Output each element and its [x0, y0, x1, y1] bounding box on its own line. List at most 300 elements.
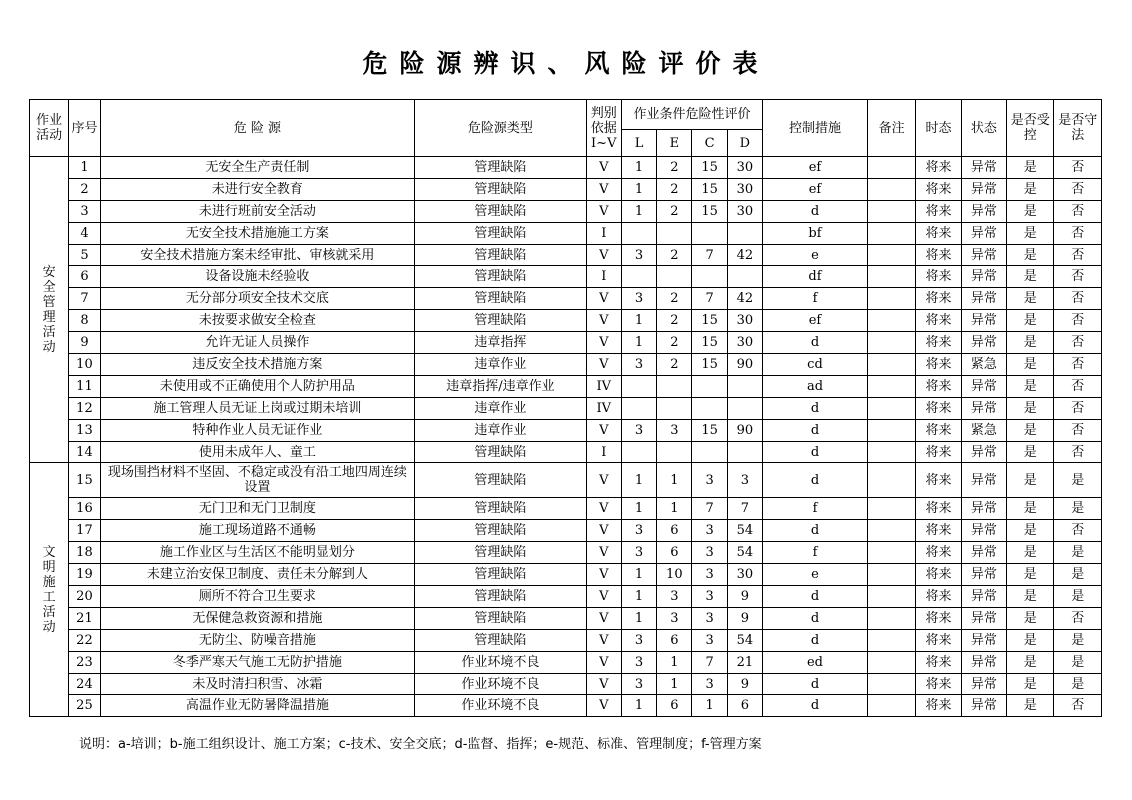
- value-C: 15: [692, 354, 727, 376]
- hazard-name: 未按要求做安全检查: [100, 310, 415, 332]
- value-L: 1: [621, 607, 656, 629]
- tense: 将来: [916, 586, 961, 608]
- hazard-name: 无门卫和无门卫制度: [100, 498, 415, 520]
- table-row: [30, 586, 1102, 608]
- value-L: 1: [621, 332, 656, 354]
- control-measures: f: [763, 542, 868, 564]
- row-no: 9: [69, 332, 100, 354]
- remark: [867, 397, 915, 419]
- state: 异常: [961, 288, 1006, 310]
- hazard-type: 作业环境不良: [415, 673, 586, 695]
- hazard-name: 冬季严寒天气施工无防护措施: [100, 651, 415, 673]
- hazard-type: 违章指挥: [415, 332, 586, 354]
- state: 异常: [961, 586, 1006, 608]
- value-E: 2: [657, 332, 692, 354]
- table-row: [30, 266, 1102, 288]
- is-law-abiding: 是: [1054, 651, 1102, 673]
- value-D: 54: [727, 629, 762, 651]
- judgment-basis: V: [586, 332, 621, 354]
- row-no: 7: [69, 288, 100, 310]
- remark: [867, 375, 915, 397]
- value-E: 2: [657, 354, 692, 376]
- judgment-basis: V: [586, 629, 621, 651]
- table-row: [30, 310, 1102, 332]
- is-controlled: 是: [1007, 520, 1054, 542]
- value-D: 30: [727, 157, 762, 179]
- hazard-name: 无防尘、防噪音措施: [100, 629, 415, 651]
- is-law-abiding: 否: [1054, 419, 1102, 441]
- hazard-name: 使用未成年人、童工: [100, 441, 415, 463]
- table-row: [30, 695, 1102, 717]
- value-L: 3: [621, 629, 656, 651]
- table-row: [30, 520, 1102, 542]
- value-E: 3: [657, 586, 692, 608]
- remark: [867, 542, 915, 564]
- value-C: 7: [692, 651, 727, 673]
- value-E: 2: [657, 244, 692, 266]
- row-no: 18: [69, 542, 100, 564]
- hazard-type: 作业环境不良: [415, 695, 586, 717]
- remark: [867, 354, 915, 376]
- value-C: 3: [692, 607, 727, 629]
- state: 异常: [961, 397, 1006, 419]
- table-row: [30, 397, 1102, 419]
- value-D: [727, 222, 762, 244]
- hazard-name: 无保健急救资源和措施: [100, 607, 415, 629]
- state: 异常: [961, 244, 1006, 266]
- is-controlled: 是: [1007, 564, 1054, 586]
- is-controlled: 是: [1007, 288, 1054, 310]
- remark: [867, 244, 915, 266]
- remark: [867, 310, 915, 332]
- hazard-type: 违章作业: [415, 419, 586, 441]
- is-law-abiding: 是: [1054, 564, 1102, 586]
- value-E: 1: [657, 673, 692, 695]
- remark: [867, 419, 915, 441]
- judgment-basis: IV: [586, 375, 621, 397]
- remark: [867, 629, 915, 651]
- control-measures: ed: [763, 651, 868, 673]
- value-L: 1: [621, 498, 656, 520]
- control-measures: f: [763, 498, 868, 520]
- tense: 将来: [916, 607, 961, 629]
- tense: 将来: [916, 222, 961, 244]
- value-D: 6: [727, 695, 762, 717]
- table-row: [30, 178, 1102, 200]
- judgment-basis: V: [586, 244, 621, 266]
- value-E: 6: [657, 629, 692, 651]
- remark: [867, 441, 915, 463]
- control-measures: bf: [763, 222, 868, 244]
- judgment-basis: I: [586, 441, 621, 463]
- hazard-risk-table: [29, 99, 1102, 717]
- value-E: [657, 397, 692, 419]
- table-row: [30, 607, 1102, 629]
- table-row: [30, 157, 1102, 179]
- is-controlled: 是: [1007, 244, 1054, 266]
- is-controlled: 是: [1007, 419, 1054, 441]
- is-law-abiding: 否: [1054, 157, 1102, 179]
- control-measures: ad: [763, 375, 868, 397]
- judgment-basis: V: [586, 200, 621, 222]
- page-title: 危险源辨识、风险评价表: [362, 49, 770, 78]
- tense: 将来: [916, 178, 961, 200]
- tense: 将来: [916, 673, 961, 695]
- hazard-name: 施工现场道路不通畅: [100, 520, 415, 542]
- judgment-basis: V: [586, 520, 621, 542]
- value-D: 9: [727, 607, 762, 629]
- value-C: 7: [692, 498, 727, 520]
- value-L: [621, 441, 656, 463]
- table-row: [30, 332, 1102, 354]
- hazard-name: 施工作业区与生活区不能明显划分: [100, 542, 415, 564]
- remark: [867, 520, 915, 542]
- control-measures: d: [763, 463, 868, 498]
- is-law-abiding: 否: [1054, 200, 1102, 222]
- value-L: 1: [621, 586, 656, 608]
- is-controlled: 是: [1007, 695, 1054, 717]
- is-controlled: 是: [1007, 266, 1054, 288]
- activity-group-label: [30, 463, 69, 717]
- is-law-abiding: 是: [1054, 542, 1102, 564]
- value-C: 7: [692, 288, 727, 310]
- value-D: [727, 375, 762, 397]
- value-D: 54: [727, 542, 762, 564]
- hazard-type: 管理缺陷: [415, 222, 586, 244]
- value-E: [657, 266, 692, 288]
- is-law-abiding: 否: [1054, 244, 1102, 266]
- state: 异常: [961, 520, 1006, 542]
- is-controlled: 是: [1007, 651, 1054, 673]
- table-row: [30, 651, 1102, 673]
- row-no: 23: [69, 651, 100, 673]
- value-E: 3: [657, 607, 692, 629]
- row-no: 10: [69, 354, 100, 376]
- hazard-name: 未进行班前安全活动: [100, 200, 415, 222]
- row-no: 25: [69, 695, 100, 717]
- judgment-basis: V: [586, 288, 621, 310]
- tense: 将来: [916, 375, 961, 397]
- value-C: [692, 375, 727, 397]
- remark: [867, 200, 915, 222]
- remark: [867, 222, 915, 244]
- value-C: 3: [692, 520, 727, 542]
- control-measures: ef: [763, 157, 868, 179]
- state: 异常: [961, 463, 1006, 498]
- is-controlled: 是: [1007, 157, 1054, 179]
- judgment-basis: V: [586, 157, 621, 179]
- value-E: 6: [657, 542, 692, 564]
- state: 紧急: [961, 354, 1006, 376]
- value-E: 1: [657, 463, 692, 498]
- value-C: 1: [692, 695, 727, 717]
- table-row: [30, 200, 1102, 222]
- is-law-abiding: 是: [1054, 629, 1102, 651]
- control-measures: d: [763, 419, 868, 441]
- control-measures: df: [763, 266, 868, 288]
- table-row: [30, 542, 1102, 564]
- judgment-basis: I: [586, 266, 621, 288]
- judgment-basis: V: [586, 564, 621, 586]
- remark: [867, 564, 915, 586]
- is-law-abiding: 是: [1054, 498, 1102, 520]
- is-law-abiding: 是: [1054, 463, 1102, 498]
- hazard-type: 管理缺陷: [415, 310, 586, 332]
- remark: [867, 607, 915, 629]
- value-D: 42: [727, 288, 762, 310]
- header-L: L: [621, 130, 656, 157]
- state: 异常: [961, 542, 1006, 564]
- judgment-basis: I: [586, 222, 621, 244]
- value-E: [657, 375, 692, 397]
- hazard-type: 管理缺陷: [415, 288, 586, 310]
- judgment-basis: V: [586, 498, 621, 520]
- value-E: [657, 222, 692, 244]
- is-law-abiding: 否: [1054, 222, 1102, 244]
- state: 异常: [961, 222, 1006, 244]
- state: 异常: [961, 178, 1006, 200]
- value-D: 54: [727, 520, 762, 542]
- remark: [867, 651, 915, 673]
- value-E: [657, 441, 692, 463]
- remark: [867, 498, 915, 520]
- header-D: D: [727, 130, 762, 157]
- value-L: 3: [621, 419, 656, 441]
- hazard-name: 高温作业无防暑降温措施: [100, 695, 415, 717]
- value-D: 90: [727, 354, 762, 376]
- is-law-abiding: 是: [1054, 586, 1102, 608]
- state: 异常: [961, 564, 1006, 586]
- hazard-name: 设备设施未经验收: [100, 266, 415, 288]
- hazard-name: 施工管理人员无证上岗或过期未培训: [100, 397, 415, 419]
- value-D: 9: [727, 586, 762, 608]
- row-no: 20: [69, 586, 100, 608]
- remark: [867, 673, 915, 695]
- value-D: 21: [727, 651, 762, 673]
- value-C: 3: [692, 463, 727, 498]
- state: 异常: [961, 673, 1006, 695]
- is-controlled: 是: [1007, 607, 1054, 629]
- tense: 将来: [916, 419, 961, 441]
- header-activity: 作业活动: [30, 100, 69, 157]
- table-row: [30, 354, 1102, 376]
- hazard-type: 管理缺陷: [415, 266, 586, 288]
- tense: 将来: [916, 441, 961, 463]
- value-L: 3: [621, 673, 656, 695]
- value-L: 3: [621, 520, 656, 542]
- value-D: [727, 441, 762, 463]
- tense: 将来: [916, 310, 961, 332]
- hazard-type: 管理缺陷: [415, 629, 586, 651]
- hazard-type: 管理缺陷: [415, 498, 586, 520]
- control-measures: e: [763, 564, 868, 586]
- is-law-abiding: 否: [1054, 178, 1102, 200]
- value-C: 7: [692, 244, 727, 266]
- hazard-type: 管理缺陷: [415, 157, 586, 179]
- tense: 将来: [916, 288, 961, 310]
- value-C: 15: [692, 200, 727, 222]
- value-E: 2: [657, 310, 692, 332]
- hazard-type: 管理缺陷: [415, 542, 586, 564]
- hazard-name: 未使用或不正确使用个人防护用品: [100, 375, 415, 397]
- hazard-name: 未建立治安保卫制度、责任未分解到人: [100, 564, 415, 586]
- value-D: 42: [727, 244, 762, 266]
- value-C: 3: [692, 564, 727, 586]
- control-measures: d: [763, 397, 868, 419]
- value-L: [621, 222, 656, 244]
- hazard-type: 管理缺陷: [415, 520, 586, 542]
- row-no: 1: [69, 157, 100, 179]
- tense: 将来: [916, 463, 961, 498]
- value-C: 3: [692, 673, 727, 695]
- value-L: [621, 375, 656, 397]
- header-law: 是否守法: [1054, 100, 1102, 157]
- row-no: 11: [69, 375, 100, 397]
- table-row: [30, 222, 1102, 244]
- control-measures: d: [763, 586, 868, 608]
- control-measures: d: [763, 673, 868, 695]
- value-D: 30: [727, 310, 762, 332]
- judgment-basis: V: [586, 695, 621, 717]
- control-measures: d: [763, 629, 868, 651]
- is-controlled: 是: [1007, 332, 1054, 354]
- value-L: 3: [621, 651, 656, 673]
- is-controlled: 是: [1007, 629, 1054, 651]
- row-no: 3: [69, 200, 100, 222]
- tense: 将来: [916, 266, 961, 288]
- control-measures: d: [763, 520, 868, 542]
- control-measures: d: [763, 441, 868, 463]
- row-no: 17: [69, 520, 100, 542]
- is-law-abiding: 否: [1054, 332, 1102, 354]
- value-D: 30: [727, 564, 762, 586]
- value-E: 10: [657, 564, 692, 586]
- value-C: 3: [692, 542, 727, 564]
- row-no: 24: [69, 673, 100, 695]
- value-L: 3: [621, 244, 656, 266]
- value-L: 3: [621, 542, 656, 564]
- header-C: C: [692, 130, 727, 157]
- row-no: 6: [69, 266, 100, 288]
- hazard-type: 作业环境不良: [415, 651, 586, 673]
- remark: [867, 288, 915, 310]
- table-row: [30, 498, 1102, 520]
- table-row: [30, 441, 1102, 463]
- value-E: 2: [657, 178, 692, 200]
- state: 异常: [961, 651, 1006, 673]
- hazard-name: 无安全生产责任制: [100, 157, 415, 179]
- hazard-name: 违反安全技术措施方案: [100, 354, 415, 376]
- table-row: [30, 419, 1102, 441]
- value-C: [692, 266, 727, 288]
- tense: 将来: [916, 244, 961, 266]
- judgment-basis: IV: [586, 397, 621, 419]
- judgment-basis: V: [586, 542, 621, 564]
- value-L: 1: [621, 157, 656, 179]
- value-C: 15: [692, 157, 727, 179]
- value-E: 2: [657, 157, 692, 179]
- row-no: 15: [69, 463, 100, 498]
- judgment-basis: V: [586, 354, 621, 376]
- judgment-basis: V: [586, 586, 621, 608]
- is-controlled: 是: [1007, 463, 1054, 498]
- state: 异常: [961, 266, 1006, 288]
- activity-group-label: [30, 157, 69, 463]
- is-law-abiding: 否: [1054, 520, 1102, 542]
- value-D: 7: [727, 498, 762, 520]
- is-law-abiding: 否: [1054, 310, 1102, 332]
- hazard-type: 管理缺陷: [415, 200, 586, 222]
- control-measures: ef: [763, 310, 868, 332]
- is-law-abiding: 否: [1054, 441, 1102, 463]
- is-controlled: 是: [1007, 200, 1054, 222]
- value-E: 1: [657, 651, 692, 673]
- tense: 将来: [916, 564, 961, 586]
- state: 异常: [961, 200, 1006, 222]
- value-L: 1: [621, 463, 656, 498]
- hazard-name: 无安全技术措施施工方案: [100, 222, 415, 244]
- header-state: 状态: [961, 100, 1006, 157]
- judgment-basis: V: [586, 463, 621, 498]
- remark: [867, 332, 915, 354]
- header-no: 序号: [69, 100, 100, 157]
- value-D: 3: [727, 463, 762, 498]
- hazard-name: 现场围挡材料不坚固、不稳定或没有沿工地四周连续设置: [100, 463, 415, 498]
- value-L: 1: [621, 178, 656, 200]
- is-controlled: 是: [1007, 498, 1054, 520]
- is-controlled: 是: [1007, 222, 1054, 244]
- judgment-basis: V: [586, 310, 621, 332]
- value-C: 15: [692, 419, 727, 441]
- row-no: 2: [69, 178, 100, 200]
- state: 紧急: [961, 419, 1006, 441]
- is-controlled: 是: [1007, 375, 1054, 397]
- hazard-type: 违章作业: [415, 397, 586, 419]
- value-D: 30: [727, 200, 762, 222]
- tense: 将来: [916, 200, 961, 222]
- tense: 将来: [916, 651, 961, 673]
- table-row: [30, 375, 1102, 397]
- value-E: 3: [657, 419, 692, 441]
- is-controlled: 是: [1007, 310, 1054, 332]
- judgment-basis: V: [586, 673, 621, 695]
- value-C: 15: [692, 332, 727, 354]
- remark: [867, 695, 915, 717]
- control-measures: d: [763, 695, 868, 717]
- hazard-type: 管理缺陷: [415, 463, 586, 498]
- activity-label-text: 文明施工活动: [42, 544, 56, 635]
- header-type: 危险源类型: [415, 100, 586, 157]
- table-row: [30, 288, 1102, 310]
- tense: 将来: [916, 354, 961, 376]
- control-measures: cd: [763, 354, 868, 376]
- is-law-abiding: 否: [1054, 266, 1102, 288]
- hazard-name: 无分部分项安全技术交底: [100, 288, 415, 310]
- value-C: 15: [692, 178, 727, 200]
- tense: 将来: [916, 695, 961, 717]
- hazard-type: 管理缺陷: [415, 564, 586, 586]
- value-E: 2: [657, 200, 692, 222]
- hazard-name: 未及时清扫积雪、冰霜: [100, 673, 415, 695]
- is-law-abiding: 否: [1054, 607, 1102, 629]
- value-L: 1: [621, 695, 656, 717]
- row-no: 5: [69, 244, 100, 266]
- state: 异常: [961, 441, 1006, 463]
- hazard-type: 管理缺陷: [415, 178, 586, 200]
- header-basis: 判别依据I~V: [586, 100, 621, 157]
- value-L: [621, 397, 656, 419]
- judgment-basis: V: [586, 178, 621, 200]
